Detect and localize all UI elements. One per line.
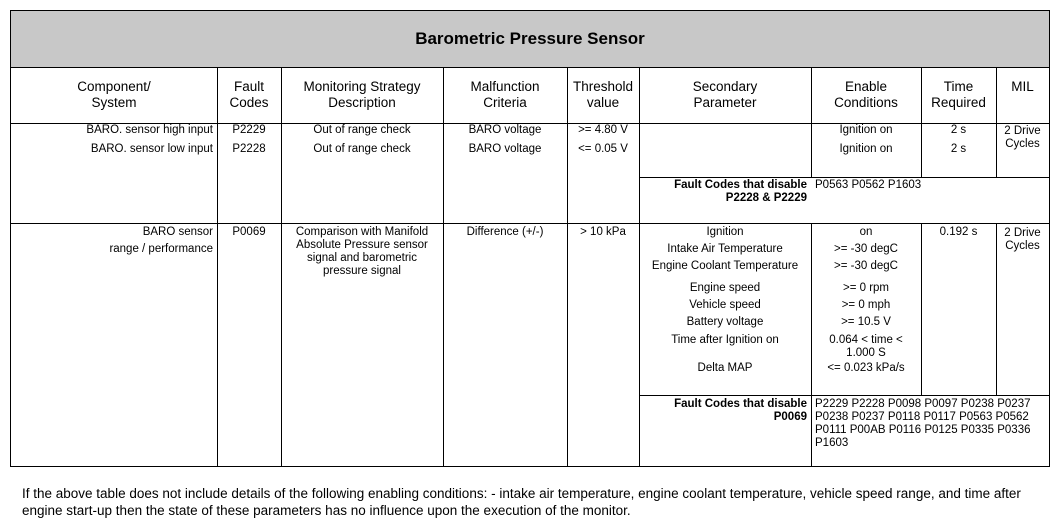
param-value: >= 10.5 V [841,316,891,328]
param-name: Engine Coolant Temperature [651,260,799,272]
row1-component-a: BARO. sensor high input [86,124,213,136]
row1-threshold-b: <= 0.05 V [578,143,628,155]
row2-component: BARO sensor range / performance [109,226,213,255]
header-time: Time Required [931,79,986,110]
header-secondary: Secondary Parameter [692,79,758,110]
row2-disable-label: Fault Codes that disable P0069 [674,398,807,423]
param-name: Engine speed [689,282,761,294]
row1-criteria-a: BARO voltage [468,124,542,136]
header-fault-codes: Fault Codes [229,79,269,110]
param-value: 0.064 < time < 1.000 S [829,334,903,359]
row1-code-b: P2228 [232,143,266,155]
row1-disable-rule [639,177,1049,178]
param-value: >= 0 rpm [842,282,890,294]
param-name: Time after Ignition on [671,334,779,346]
param-value: on [859,226,873,238]
row1-time-a: 2 s [950,124,967,136]
row2-disable-codes: P2229 P2228 P0098 P0097 P0238 P0237 P0238 P0237 P0118 P0117 P0563 P0562 P0111 P00AB P0116 P0125 P0335 P0336 P1603 [815,398,1031,449]
header-monitoring: Monitoring Strategy Description [303,79,421,110]
row1-enable-b: Ignition on [839,143,893,155]
row1-code-a: P2229 [232,124,266,136]
row1-strategy-a: Out of range check [313,124,411,136]
param-name: Delta MAP [697,362,753,374]
row2-strategy: Comparison with Manifold Absolute Pressure sensor signal and barometric pressure signal [295,226,429,277]
param-value: <= 0.023 kPa/s [827,362,905,374]
row1-mil: 2 Drive Cycles [1004,125,1041,150]
row2-time: 0.192 s [939,226,978,238]
param-name: Vehicle speed [689,299,761,311]
param-name: Ignition [706,226,744,238]
param-value: >= -30 degC [834,260,898,272]
header-mil: MIL [1011,79,1034,94]
row2-mil: 2 Drive Cycles [1004,227,1041,252]
row2-criteria: Difference (+/-) [466,226,544,238]
row1-disable-label: Fault Codes that disable P2228 & P2229 [674,179,807,204]
footnote: If the above table does not include details of the following enabling conditions: - intake air temperature, engine coolant temperature, vehicle speed range, and time after engine start-up then the state of these parameters has no influence upon the execution of the monitor. [22,486,1021,518]
param-value: >= 0 mph [841,299,891,311]
row2-code: P0069 [232,226,266,238]
header-enable: Enable Conditions [834,79,898,110]
row2-threshold: > 10 kPa [580,226,626,238]
param-value: >= -30 degC [834,243,898,255]
header-malfunction: Malfunction Criteria [470,79,540,110]
row1-enable-a: Ignition on [839,124,893,136]
row1-strategy-b: Out of range check [313,143,411,155]
row1-criteria-b: BARO voltage [468,143,542,155]
table-title: Barometric Pressure Sensor [11,11,1049,68]
row1-disable-codes: P0563 P0562 P1603 [815,179,922,191]
row1-threshold-a: >= 4.80 V [578,124,628,136]
param-name: Battery voltage [686,316,764,328]
col-rule-7b [921,223,922,395]
header-threshold: Threshold value [572,79,634,110]
param-name: Intake Air Temperature [667,243,783,255]
row1-time-b: 2 s [950,143,967,155]
row1-component-b: BARO. sensor low input [90,143,213,155]
header-component: Component/ System [77,79,151,110]
row2-disable-rule [639,395,1049,396]
fault-code-table [10,10,1050,467]
